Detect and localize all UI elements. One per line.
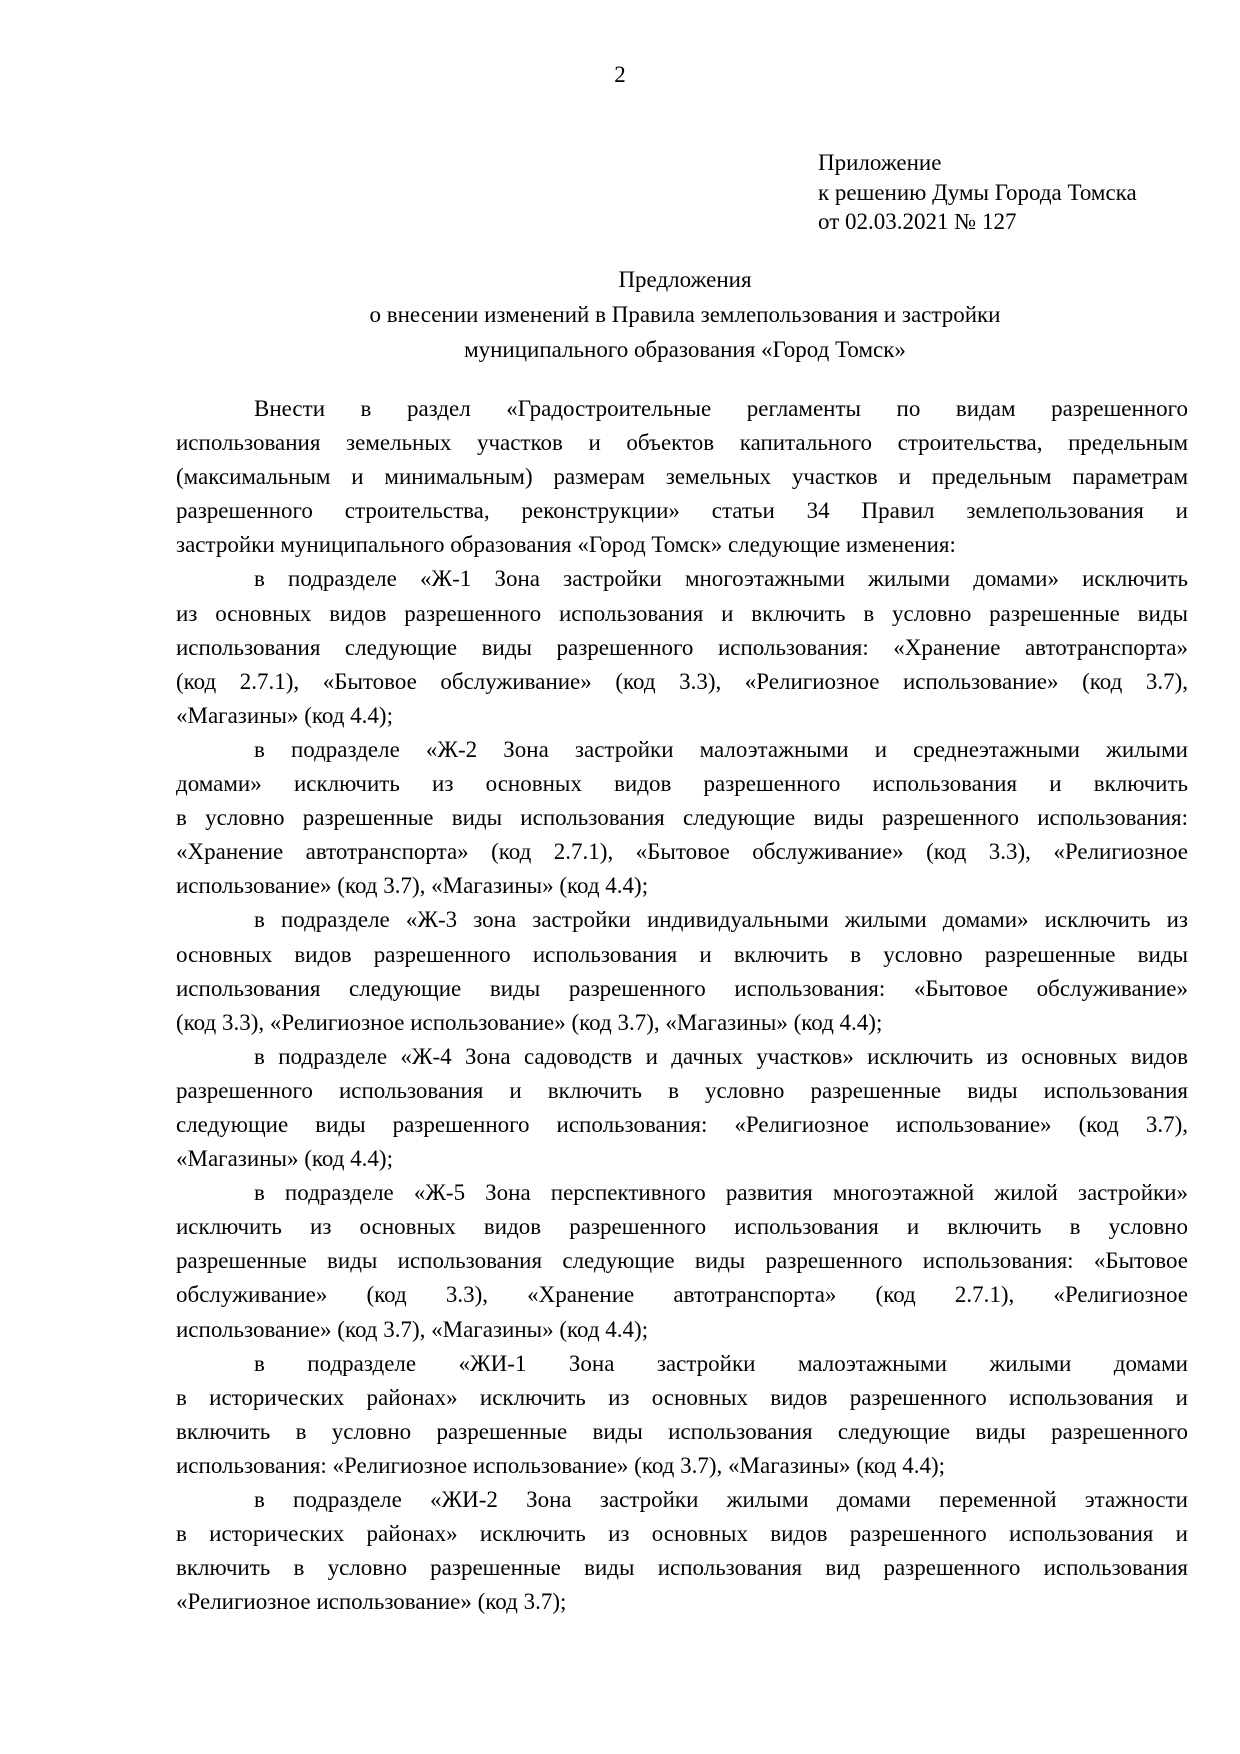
text-line: использования: «Религиозное использование» (код 3.7), «Магазины» (код 4.4); xyxy=(176,1452,946,1478)
text-line: из основных видов разрешенного использования и включить в условно разрешенные виды xyxy=(176,600,1188,626)
text-line: включить в условно разрешенные виды использования следующие виды разрешенного xyxy=(176,1418,1188,1444)
text-line: разрешенные виды использования следующие виды разрешенного использования: «Бытовое xyxy=(176,1248,1188,1274)
text-line: использование» (код 3.7), «Магазины» (код 4.4); xyxy=(176,873,649,899)
paragraph xyxy=(176,1176,1188,1346)
text-line: в подразделе «Ж-5 Зона перспективного развития многоэтажной жилой застройки» xyxy=(254,1180,1188,1206)
text-line: Внести в раздел «Градостроительные регламенты по видам разрешенного xyxy=(254,396,1188,421)
text-line: в подразделе «Ж-2 Зона застройки малоэтажными и среднеэтажными жилыми xyxy=(254,736,1188,762)
paragraph xyxy=(176,562,1188,732)
text-line: использования следующие виды разрешенного использования: «Бытовое обслуживание» xyxy=(176,975,1188,1001)
text-line: домами» исключить из основных видов разрешенного использования и включить xyxy=(176,771,1188,797)
title-line: муниципального образования «Город Томск» xyxy=(464,337,906,362)
title-line: о внесении изменений в Правила землепользования и застройки xyxy=(369,302,1001,327)
text-line: в подразделе «Ж-4 Зона садоводств и дачных участков» исключить из основных видов xyxy=(254,1043,1188,1069)
text-line: разрешенного использования и включить в условно разрешенные виды использования xyxy=(176,1077,1188,1103)
text-line: в подразделе «ЖИ-1 Зона застройки малоэтажными жилыми домами xyxy=(254,1350,1188,1376)
title-line: Предложения xyxy=(618,267,752,292)
appendix-line: к решению Думы Города Томска xyxy=(818,179,1137,205)
text-line: (код 2.7.1), «Бытовое обслуживание» (код 3.3), «Религиозное использование» (код 3.7), xyxy=(176,668,1188,694)
text-line: в исторических районах» исключить из основных видов разрешенного использования и xyxy=(176,1384,1188,1410)
text-line: в подразделе «Ж-1 Зона застройки многоэтажными жилыми домами» исключить xyxy=(254,566,1188,592)
appendix-line: Приложение xyxy=(818,150,942,175)
paragraph xyxy=(176,903,1188,1039)
text-line: включить в условно разрешенные виды использования вид разрешенного использования xyxy=(176,1555,1188,1581)
text-line: основных видов разрешенного использования и включить в условно разрешенные виды xyxy=(176,941,1188,967)
text-line: (максимальным и минимальным) размерам земельных участков и предельным параметрам xyxy=(176,464,1188,490)
text-line: следующие виды разрешенного использования: «Религиозное использование» (код 3.7), xyxy=(176,1111,1188,1137)
text-line: обслуживание» (код 3.3), «Хранение автотранспорта» (код 2.7.1), «Религиозное xyxy=(176,1282,1188,1308)
text-line: разрешенного строительства, реконструкции» статьи 34 Правил землепользования и xyxy=(176,498,1188,524)
document-body xyxy=(176,392,1188,1619)
page-number: 2 xyxy=(614,62,626,87)
paragraph xyxy=(176,392,1188,562)
text-line: в исторических районах» исключить из основных видов разрешенного использования и xyxy=(176,1521,1188,1547)
paragraph xyxy=(176,1347,1188,1483)
text-line: «Магазины» (код 4.4); xyxy=(176,702,393,728)
text-line: в условно разрешенные виды использования следующие виды разрешенного использования: xyxy=(176,805,1188,831)
appendix-line: от 02.03.2021 № 127 xyxy=(818,209,1017,234)
appendix-block xyxy=(818,148,1137,237)
text-line: «Религиозное использование» (код 3.7); xyxy=(176,1589,567,1615)
text-line: в подразделе «Ж-3 зона застройки индивидуальными жилыми домами» исключить из xyxy=(254,907,1188,933)
text-line: использования следующие виды разрешенного использования: «Хранение автотранспорта» xyxy=(176,634,1188,660)
text-line: «Магазины» (код 4.4); xyxy=(176,1146,393,1172)
text-line: в подразделе «ЖИ-2 Зона застройки жилыми домами переменной этажности xyxy=(254,1487,1188,1512)
text-line: (код 3.3), «Религиозное использование» (код 3.7), «Магазины» (код 4.4); xyxy=(176,1009,883,1035)
paragraph xyxy=(176,1040,1188,1176)
text-line: «Хранение автотранспорта» (код 2.7.1), «Бытовое обслуживание» (код 3.3), «Религиозное xyxy=(176,839,1188,865)
text-line: исключить из основных видов разрешенного использования и включить в условно xyxy=(176,1214,1188,1240)
paragraph xyxy=(176,1483,1188,1619)
document-title xyxy=(0,262,1240,367)
text-line: использования земельных участков и объектов капитального строительства, предельным xyxy=(176,430,1188,456)
paragraph xyxy=(176,733,1188,903)
text-line: использование» (код 3.7), «Магазины» (код 4.4); xyxy=(176,1316,649,1342)
text-line: застройки муниципального образования «Город Томск» следующие изменения: xyxy=(176,532,956,558)
